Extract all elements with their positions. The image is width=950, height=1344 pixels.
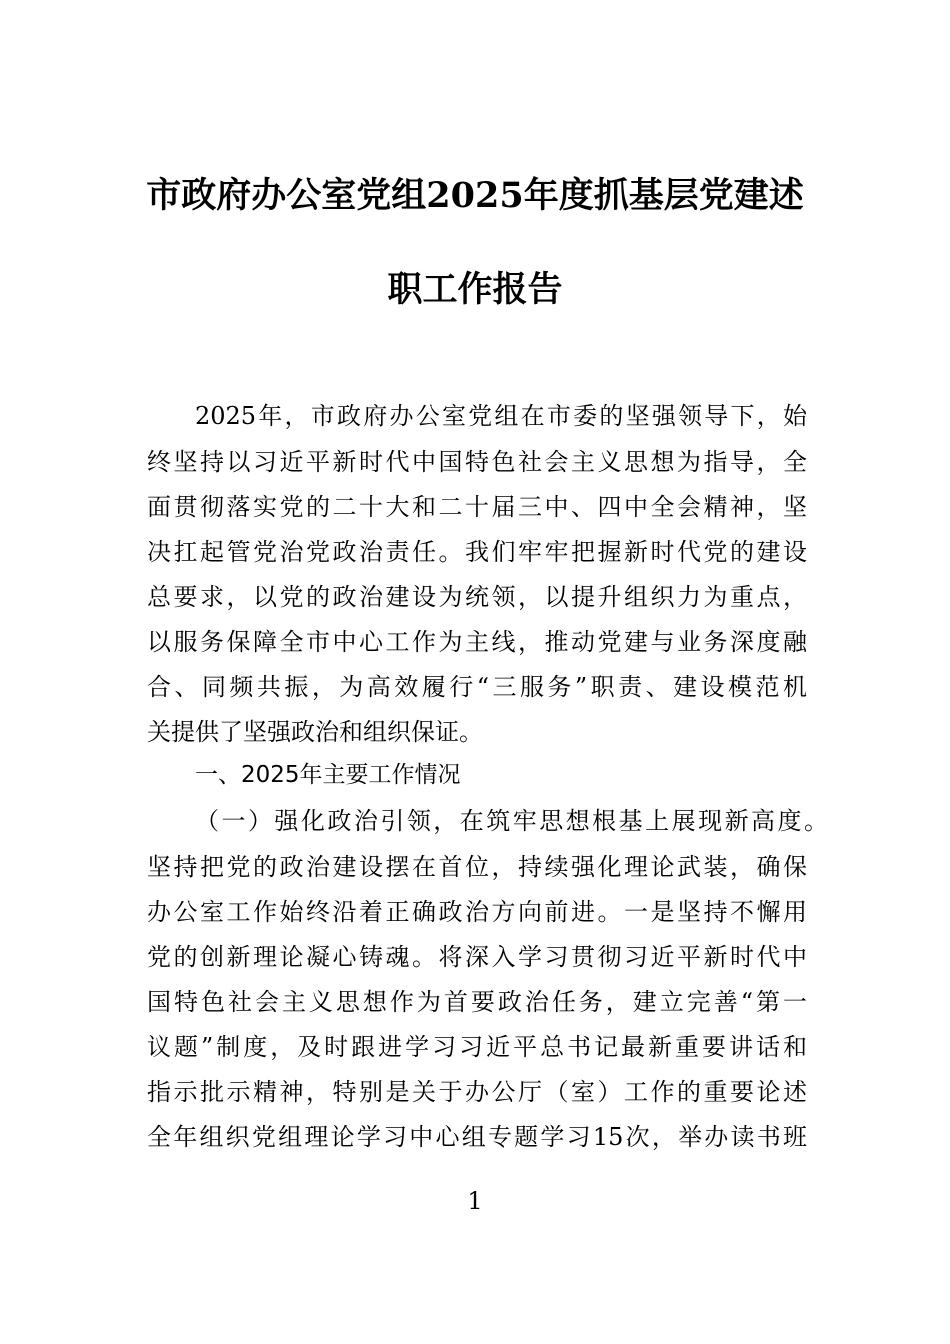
intro-line: 关提供了坚强政治和组织保证。	[147, 718, 483, 746]
intro-line: 决扛起管党治党政治责任。我们牢牢把握新时代党的建设	[147, 538, 807, 566]
body-line: 办公室工作始终沿着正确政治方向前进。一是坚持不懈用	[147, 898, 807, 926]
body-line: 全年组织党组理论学习中心组专题学习15次，举办读书班	[147, 1123, 807, 1151]
body-line: 党的创新理论凝心铸魂。将深入学习贯彻习近平新时代中	[147, 943, 807, 971]
document-title-line-1: 市政府办公室党组2025年度抓基层党建述	[146, 175, 804, 216]
section-heading: 一、2025年主要工作情况	[195, 762, 461, 788]
body-line: 议题”制度，及时跟进学习习近平总书记最新重要讲话和	[147, 1033, 807, 1061]
intro-line: 以服务保障全市中心工作为主线，推动党建与业务深度融	[147, 628, 807, 656]
body-line: 国特色社会主义思想作为首要政治任务，建立完善“第一	[147, 988, 807, 1016]
intro-line: 面贯彻落实党的二十大和二十届三中、四中全会精神，坚	[147, 493, 807, 521]
page-number: 1	[467, 1187, 483, 1215]
subsection-heading: （一）强化政治引领，在筑牢思想根基上展现新高度。	[195, 807, 828, 835]
document-title-line-2: 职工作报告	[387, 269, 563, 310]
intro-line: 2025年，市政府办公室党组在市委的坚强领导下，始	[195, 402, 807, 430]
body-line: 指示批示精神，特别是关于办公厅（室）工作的重要论述	[147, 1078, 807, 1106]
intro-line: 终坚持以习近平新时代中国特色社会主义思想为指导，全	[147, 448, 807, 476]
body-line: 坚持把党的政治建设摆在首位，持续强化理论武装，确保	[147, 853, 807, 881]
intro-line: 合、同频共振，为高效履行“三服务”职责、建设模范机	[147, 673, 807, 701]
intro-line: 总要求，以党的政治建设为统领，以提升组织力为重点，	[147, 583, 807, 611]
